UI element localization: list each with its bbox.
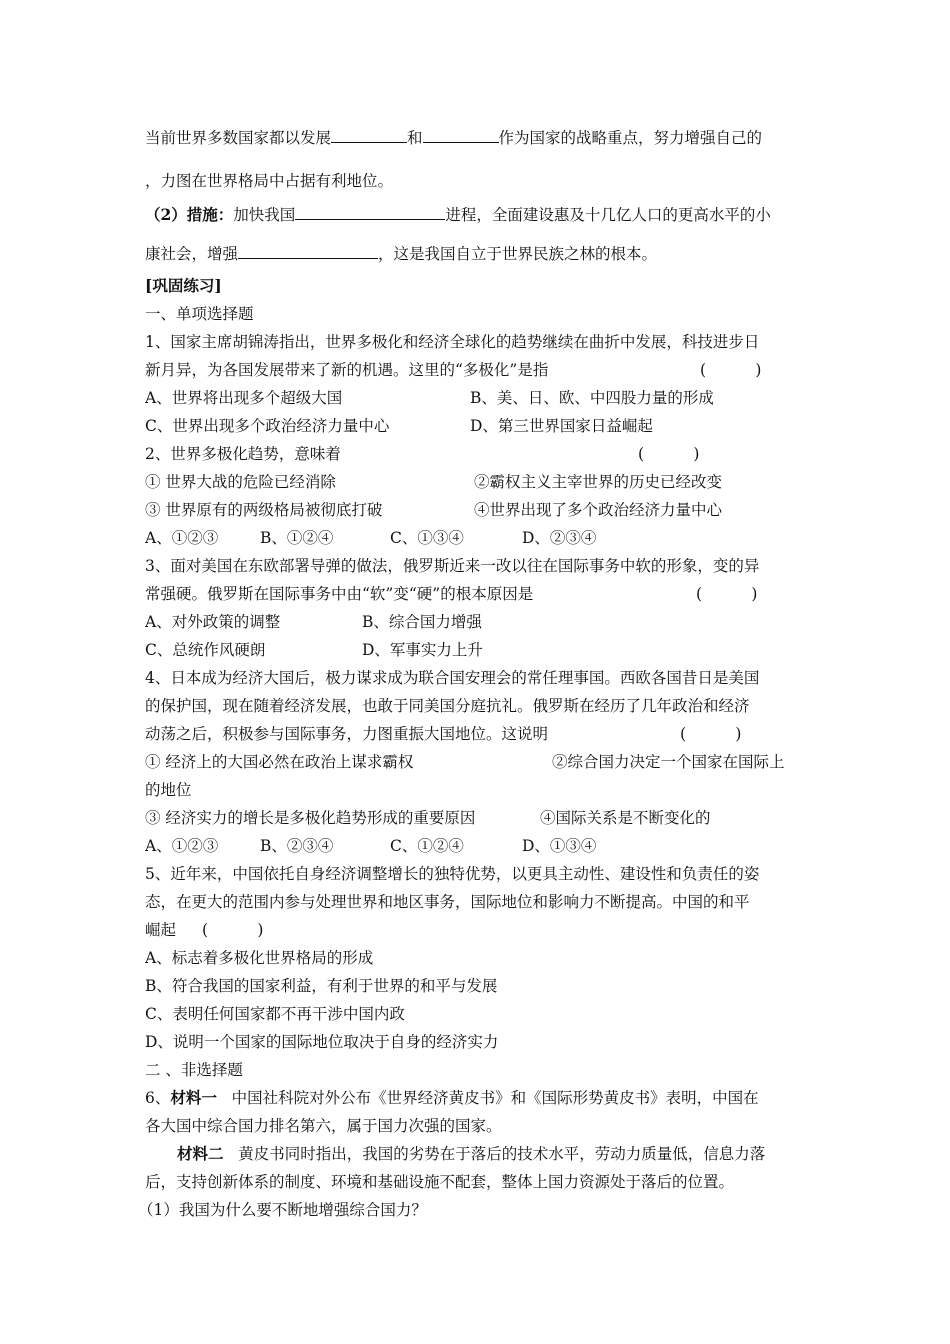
q6-material-1-line-2: 各大国中综合国力排名第六，属于国力次强的国家。: [145, 1117, 502, 1135]
answer-paren: ( ): [680, 725, 742, 743]
q4-line-3: 动荡之后，积极参与国际事务，力图重振大国地位。这说明: [145, 725, 549, 743]
fill-blank: [331, 128, 407, 143]
q3-option-a: A、对外政策的调整: [145, 613, 281, 631]
material-1-label: 材料一: [170, 1088, 217, 1107]
intro-line-2: ，力图在世界格局中占据有利地位。: [145, 172, 394, 190]
fill-blank: [423, 128, 499, 143]
q4-statement-2: ②综合国力决定一个国家在国际上: [552, 753, 785, 771]
q6-material-2-line-2: 后，支持创新体系的制度、环境和基础设施不配套，整体上国力资源处于落后的位置。: [145, 1173, 735, 1191]
q2-line-1: 2、世界多极化趋势，意味着: [145, 445, 341, 463]
part1-heading: 一、单项选择题: [145, 305, 254, 323]
q5-line-3: 崛起: [145, 921, 177, 939]
material-1-text: 中国社科院对外公布《世界经济黄皮书》和《国际形势黄皮书》表明，中国在: [231, 1089, 759, 1107]
q5-option-a: A、标志着多极化世界格局的形成: [145, 949, 374, 967]
intro-line-1: [145, 128, 762, 148]
q3-line-2: 常强硬。俄罗斯在国际事务中由“软”变“硬”的根本原因是: [145, 585, 534, 603]
q5-option-d: D、说明一个国家的国际地位取决于自身的经济实力: [145, 1033, 499, 1051]
q3-option-d: D、军事实力上升: [362, 641, 483, 659]
q6-material-2-line-1: [177, 1144, 765, 1164]
q5-option-c: C、表明任何国家都不再干涉中国内政: [145, 1005, 405, 1023]
q6-number: 6、: [145, 1089, 171, 1107]
q3-option-c: C、总统作风硬朗: [145, 641, 266, 659]
fill-blank: [295, 205, 445, 220]
q2-option-d: D、②③④: [522, 529, 597, 547]
q4-statement-4: ④国际关系是不断变化的: [540, 809, 711, 827]
intro-text-c: 作为国家的战略重点，努力增强自己的: [498, 129, 763, 147]
q4-option-b: B、②③④: [260, 837, 334, 855]
q6-material-1-line-1: [145, 1088, 759, 1108]
measures-text-a: 加快我国: [233, 206, 296, 224]
q1-option-d: D、第三世界国家日益崛起: [470, 417, 653, 435]
q4-line-2: 的保护国，现在随着经济发展，也敢于同美国分庭抗礼。俄罗斯在经历了几年政治和经济: [145, 697, 750, 715]
q2-statement-4: ④世界出现了多个政治经济力量中心: [474, 501, 723, 519]
q4-option-a: A、①②③: [145, 837, 219, 855]
answer-paren: ( ): [700, 361, 762, 379]
q3-option-b: B、综合国力增强: [362, 613, 482, 631]
q1-option-a: A、世界将出现多个超级大国: [145, 389, 343, 407]
q4-option-d: D、①③④: [522, 837, 597, 855]
q5-option-b: B、符合我国的国家利益，有利于世界的和平与发展: [145, 977, 498, 995]
measures-line-2: [145, 244, 657, 264]
q1-line-1: 1、国家主席胡锦涛指出，世界多极化和经济全球化的趋势继续在曲折中发展，科技进步日: [145, 333, 760, 351]
part2-heading: 二 、非选择题: [145, 1061, 243, 1079]
q4-line-1: 4、日本成为经济大国后，极力谋求成为联合国安理会的常任理事国。西欧各国昔日是美国: [145, 669, 760, 687]
answer-paren: ( ): [202, 921, 264, 939]
q2-statement-3: ③ 世界原有的两级格局被彻底打破: [145, 501, 383, 519]
q4-option-c: C、①②④: [390, 837, 464, 855]
q6-sub-question-1: （1）我国为什么要不断地增强综合国力？: [138, 1201, 427, 1219]
q2-option-a: A、①②③: [145, 529, 219, 547]
fill-blank: [238, 244, 378, 259]
measures-text-c: 康社会，增强: [145, 245, 239, 263]
material-2-label: 材料二: [177, 1144, 224, 1163]
answer-paren: ( ): [696, 585, 758, 603]
q2-option-b: B、①②④: [260, 529, 334, 547]
q2-option-c: C、①③④: [390, 529, 464, 547]
q1-line-2: 新月异，为各国发展带来了新的机遇。这里的“多极化”是指: [145, 361, 549, 379]
q4-statement-1: ① 经济上的大国必然在政治上谋求霸权: [145, 753, 414, 771]
section-heading: [巩固练习]: [145, 276, 222, 295]
intro-text-a: 当前世界多数国家都以发展: [145, 129, 332, 147]
measures-line-1: [145, 205, 771, 225]
q2-statement-2: ②霸权主义主宰世界的历史已经改变: [474, 473, 723, 491]
measures-text-d: ，这是我国自立于世界民族之林的根本。: [378, 245, 658, 263]
intro-text-b: 和: [407, 129, 423, 147]
q2-statement-1: ① 世界大战的危险已经消除: [145, 473, 336, 491]
q4-statement-2-cont: 的地位: [145, 781, 192, 799]
q4-statement-3: ③ 经济实力的增长是多极化趋势形成的重要原因: [145, 809, 476, 827]
q5-line-2: 态，在更大的范围内参与处理世界和地区事务，国际地位和影响力不断提高。中国的和平: [145, 893, 750, 911]
measures-text-b: 进程，全面建设惠及十几亿人口的更高水平的小: [445, 206, 771, 224]
q3-line-1: 3、面对美国在东欧部署导弹的做法，俄罗斯近来一改以往在国际事务中软的形象，变的异: [145, 557, 760, 575]
q5-line-1: 5、近年来，中国依托自身经济调整增长的独特优势，以更具主动性、建设性和负责任的姿: [145, 865, 760, 883]
q1-option-b: B、美、日、欧、中四股力量的形成: [470, 389, 714, 407]
material-2-text: 黄皮书同时指出，我国的劣势在于落后的技术水平，劳动力质量低，信息力落: [238, 1145, 766, 1163]
q1-option-c: C、世界出现多个政治经济力量中心: [145, 417, 390, 435]
answer-paren: ( ): [638, 445, 700, 463]
measures-label: （2）措施：: [145, 205, 234, 224]
